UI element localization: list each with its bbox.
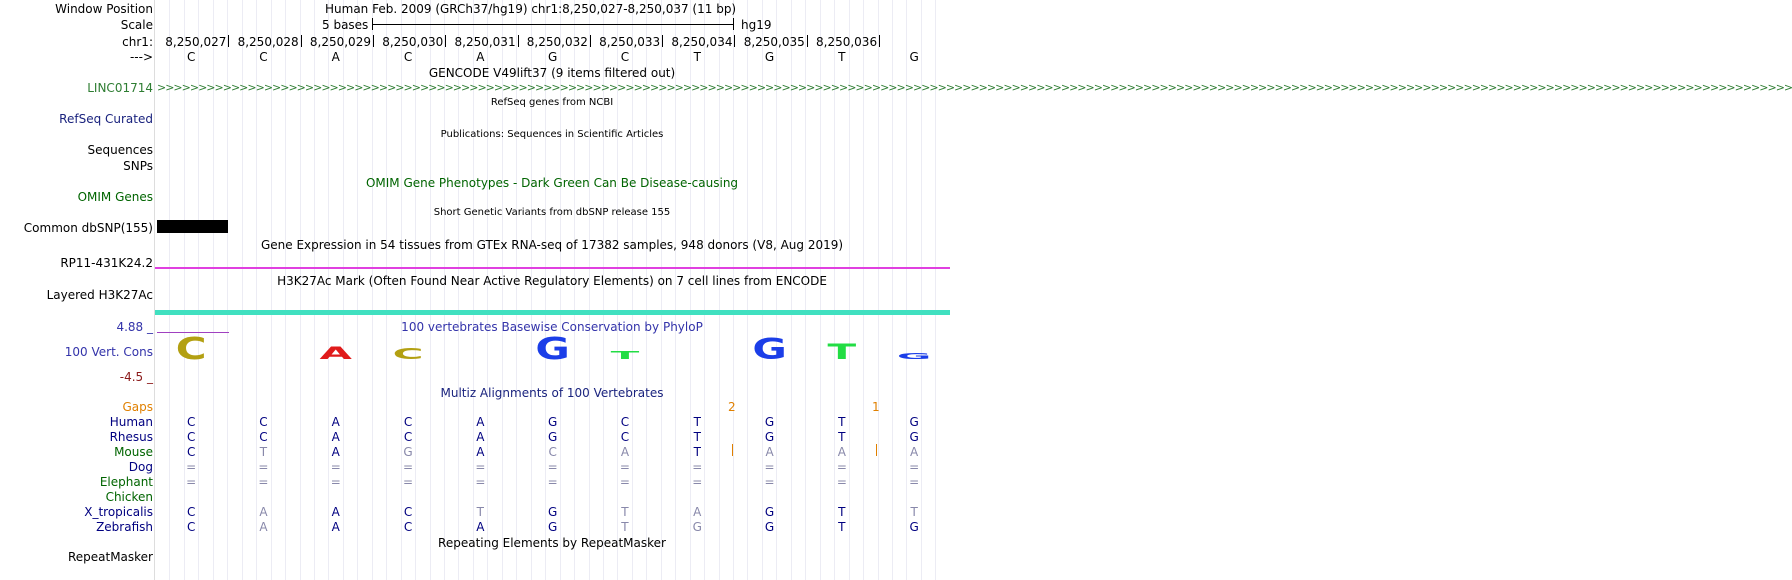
aligned-base: = xyxy=(258,475,269,489)
gtex-gene-line[interactable] xyxy=(155,267,950,269)
aligned-base: = xyxy=(764,475,775,489)
conservation-logo xyxy=(0,330,950,366)
scale-value: 5 bases xyxy=(322,18,369,32)
aligned-base: C xyxy=(186,430,196,444)
position-label: 8,250,030 xyxy=(382,35,444,49)
base-letter: A xyxy=(476,50,485,64)
publications-track-title[interactable]: Publications: Sequences in Scientific Articles xyxy=(440,129,664,140)
aligned-base: C xyxy=(186,520,196,534)
phylop-label[interactable]: 100 Vert. Cons xyxy=(64,345,153,359)
position-label: 8,250,032 xyxy=(526,35,588,49)
position-label: 8,250,028 xyxy=(237,35,299,49)
aligned-base: = xyxy=(836,475,847,489)
species-label[interactable]: Elephant xyxy=(99,475,153,489)
base-letter: T xyxy=(693,50,701,64)
position-tick xyxy=(228,35,229,47)
position-tick xyxy=(373,35,374,47)
gaps-label[interactable]: Gaps xyxy=(122,400,153,414)
aligned-base: C xyxy=(403,430,413,444)
aligned-base: A xyxy=(331,415,340,429)
aligned-base: = xyxy=(258,460,269,474)
aligned-base: G xyxy=(547,415,558,429)
position-label: 8,250,033 xyxy=(599,35,661,49)
aligned-base: = xyxy=(186,460,197,474)
aligned-base: T xyxy=(838,415,846,429)
omim-label[interactable]: OMIM Genes xyxy=(77,190,153,204)
aligned-base: T xyxy=(838,430,846,444)
aligned-base: = xyxy=(186,475,197,489)
species-label[interactable]: Dog xyxy=(128,460,153,474)
aligned-base: G xyxy=(547,505,558,519)
aligned-base: = xyxy=(547,460,558,474)
position-tick xyxy=(518,35,519,47)
snps-label[interactable]: SNPs xyxy=(123,159,153,173)
aligned-base: A xyxy=(910,445,919,459)
aligned-base: T xyxy=(838,505,846,519)
dbsnp-variant-block[interactable] xyxy=(157,220,228,233)
position-tick xyxy=(301,35,302,47)
strand-label: ---> xyxy=(129,50,153,64)
aligned-base: = xyxy=(475,475,486,489)
aligned-base: C xyxy=(186,505,196,519)
aligned-base: A xyxy=(331,520,340,534)
sequences-label[interactable]: Sequences xyxy=(87,143,153,157)
aligned-base: = xyxy=(692,475,703,489)
base-letter: C xyxy=(403,50,413,64)
aligned-base: = xyxy=(909,460,920,474)
aligned-base: G xyxy=(692,520,702,534)
label-separator xyxy=(154,0,155,580)
position-label: 8,250,031 xyxy=(454,35,516,49)
phylop-min-label: -4.5 _ xyxy=(119,370,153,384)
aligned-base: = xyxy=(330,475,341,489)
aligned-base: G xyxy=(547,520,558,534)
aligned-base: = xyxy=(403,460,414,474)
conservation-letter: G xyxy=(896,352,932,361)
species-label[interactable]: Zebrafish xyxy=(96,520,153,534)
conservation-letter: C xyxy=(392,345,424,363)
aligned-base: C xyxy=(259,430,268,444)
window-position-label: Window Position xyxy=(55,2,153,16)
base-letter: C xyxy=(259,50,268,64)
base-letter: C xyxy=(620,50,630,64)
aligned-base: A xyxy=(476,445,485,459)
h3k27ac-signal-bar[interactable] xyxy=(155,310,950,315)
base-letter: G xyxy=(764,50,775,64)
aligned-base: C xyxy=(403,415,413,429)
base-letter: G xyxy=(909,50,919,64)
aligned-base: G xyxy=(909,430,919,444)
aligned-base: A xyxy=(476,430,485,444)
gencode-item-label[interactable]: LINC01714 xyxy=(87,81,153,95)
species-label[interactable]: Rhesus xyxy=(109,430,153,444)
aligned-base: A xyxy=(259,505,268,519)
window-position-value[interactable]: Human Feb. 2009 (GRCh37/hg19) chr1:8,250,027-8,250,037 (11 bp) xyxy=(325,2,737,16)
scale-bar xyxy=(373,24,733,25)
position-tick xyxy=(445,35,446,47)
assembly-label: hg19 xyxy=(741,18,772,32)
species-label[interactable]: X_tropicalis xyxy=(84,505,153,519)
position-tick xyxy=(662,35,663,47)
aligned-base: A xyxy=(476,520,485,534)
aligned-base: A xyxy=(620,445,630,459)
position-label: 8,250,029 xyxy=(309,35,371,49)
aligned-base: T xyxy=(693,445,701,459)
position-tick xyxy=(590,35,591,47)
aligned-base: G xyxy=(909,415,919,429)
aligned-base: C xyxy=(548,445,557,459)
position-label: 8,250,035 xyxy=(743,35,805,49)
scale-bar-right xyxy=(733,18,734,30)
base-letter: T xyxy=(838,50,846,64)
position-label: 8,250,036 xyxy=(816,35,878,49)
position-tick xyxy=(807,35,808,47)
aligned-base: A xyxy=(837,445,846,459)
aligned-base: A xyxy=(693,505,702,519)
species-label[interactable]: Mouse xyxy=(114,445,153,459)
conservation-letter: T xyxy=(827,339,857,365)
gap-count: 1 xyxy=(872,400,880,414)
aligned-base: = xyxy=(619,475,630,489)
chrom-label: chr1: xyxy=(122,35,153,49)
aligned-base: G xyxy=(764,430,775,444)
conservation-letter: C xyxy=(175,331,207,367)
gap-count: 2 xyxy=(728,400,736,414)
repeatmasker-track-title[interactable]: Repeating Elements by RepeatMasker xyxy=(438,536,666,550)
aligned-base: G xyxy=(764,520,775,534)
conservation-letter: T xyxy=(610,349,640,362)
aligned-base: T xyxy=(910,505,918,519)
species-label[interactable]: Chicken xyxy=(105,490,153,504)
aligned-base: G xyxy=(403,445,413,459)
aligned-base: = xyxy=(619,460,630,474)
aligned-base: T xyxy=(693,430,701,444)
aligned-base: G xyxy=(909,520,919,534)
gtex-gene-label[interactable]: RP11-431K24.2 xyxy=(60,256,153,270)
position-label: 8,250,034 xyxy=(671,35,733,49)
aligned-base: G xyxy=(547,430,558,444)
gencode-track-title[interactable]: GENCODE V49lift37 (9 items filtered out) xyxy=(428,66,676,80)
dbsnp-track-title[interactable]: Short Genetic Variants from dbSNP release 155 xyxy=(433,207,671,218)
gencode-gene-strand[interactable]: >>>>>>>>>>>>>>>>>>>>>>>>>>>>>>>>>>>>>>>>>>>>>>>>>>>>>>>>>>>>>>>>>>>>>>>>>>>>>>>>>>>>>>>>>>>>>>>>>>>>>>>>>>>>>>>>>>>>>>>>>>>>>>>>>>>>>>>>>>>>>>>>>>>>>>>>>>>>>>>>>>>>>>>>>>>>>>>>>>>>>>>>>>>>>>>>>>>>>>> xyxy=(157,81,1792,94)
aligned-base: C xyxy=(259,415,268,429)
aligned-base: A xyxy=(476,415,485,429)
base-letter: A xyxy=(331,50,340,64)
aligned-base: C xyxy=(186,415,196,429)
aligned-base: A xyxy=(259,520,268,534)
aligned-base: A xyxy=(331,445,340,459)
aligned-base: C xyxy=(620,430,630,444)
aligned-base: T xyxy=(259,445,268,459)
aligned-base: T xyxy=(838,520,846,534)
h3k27ac-track-title[interactable]: H3K27Ac Mark (Often Found Near Active Regulatory Elements) on 7 cell lines from ENCODE xyxy=(277,274,827,288)
aligned-base: = xyxy=(475,460,486,474)
aligned-base: G xyxy=(764,505,775,519)
base-letter: C xyxy=(186,50,196,64)
base-letter: G xyxy=(547,50,558,64)
scale-label: Scale xyxy=(120,18,153,32)
phylop-track-title[interactable]: 100 vertebrates Basewise Conservation by PhyloP xyxy=(401,320,703,334)
dbsnp-label[interactable]: Common dbSNP(155) xyxy=(23,221,153,235)
aligned-base: A xyxy=(331,505,340,519)
position-label: 8,250,027 xyxy=(165,35,227,49)
aligned-base: G xyxy=(764,415,775,429)
gap-insert-marker xyxy=(876,444,877,456)
aligned-base: C xyxy=(403,520,413,534)
refseq-track-title[interactable]: RefSeq genes from NCBI xyxy=(490,97,614,108)
aligned-base: = xyxy=(909,475,920,489)
gap-insert-marker xyxy=(732,444,733,456)
aligned-base: T xyxy=(621,505,629,519)
h3k27ac-label[interactable]: Layered H3K27Ac xyxy=(46,288,153,302)
gtex-track-title[interactable]: Gene Expression in 54 tissues from GTEx RNA-seq of 17382 samples, 948 donors (V8, Aug 2019) xyxy=(260,238,844,252)
aligned-base: = xyxy=(692,460,703,474)
aligned-base: T xyxy=(621,520,629,534)
conservation-letter: G xyxy=(752,333,787,367)
multiz-track-title[interactable]: Multiz Alignments of 100 Vertebrates xyxy=(440,386,664,400)
aligned-base: = xyxy=(764,460,775,474)
species-label[interactable]: Human xyxy=(109,415,153,429)
aligned-base: A xyxy=(765,445,774,459)
aligned-base: = xyxy=(403,475,414,489)
aligned-base: = xyxy=(836,460,847,474)
repeatmasker-label[interactable]: RepeatMasker xyxy=(67,550,153,564)
aligned-base: T xyxy=(693,415,701,429)
aligned-base: T xyxy=(476,505,485,519)
conservation-letter: G xyxy=(535,331,570,367)
position-tick xyxy=(879,35,880,47)
omim-track-title[interactable]: OMIM Gene Phenotypes - Dark Green Can Be Disease-causing xyxy=(365,176,739,190)
position-tick xyxy=(734,35,735,47)
conservation-letter: A xyxy=(319,343,352,364)
aligned-base: C xyxy=(186,445,196,459)
phylop-max-label: 4.88 _ xyxy=(116,320,153,334)
aligned-base: A xyxy=(331,430,340,444)
aligned-base: = xyxy=(330,460,341,474)
refseq-label[interactable]: RefSeq Curated xyxy=(59,112,153,126)
aligned-base: C xyxy=(620,415,630,429)
aligned-base: = xyxy=(547,475,558,489)
aligned-base: C xyxy=(403,505,413,519)
